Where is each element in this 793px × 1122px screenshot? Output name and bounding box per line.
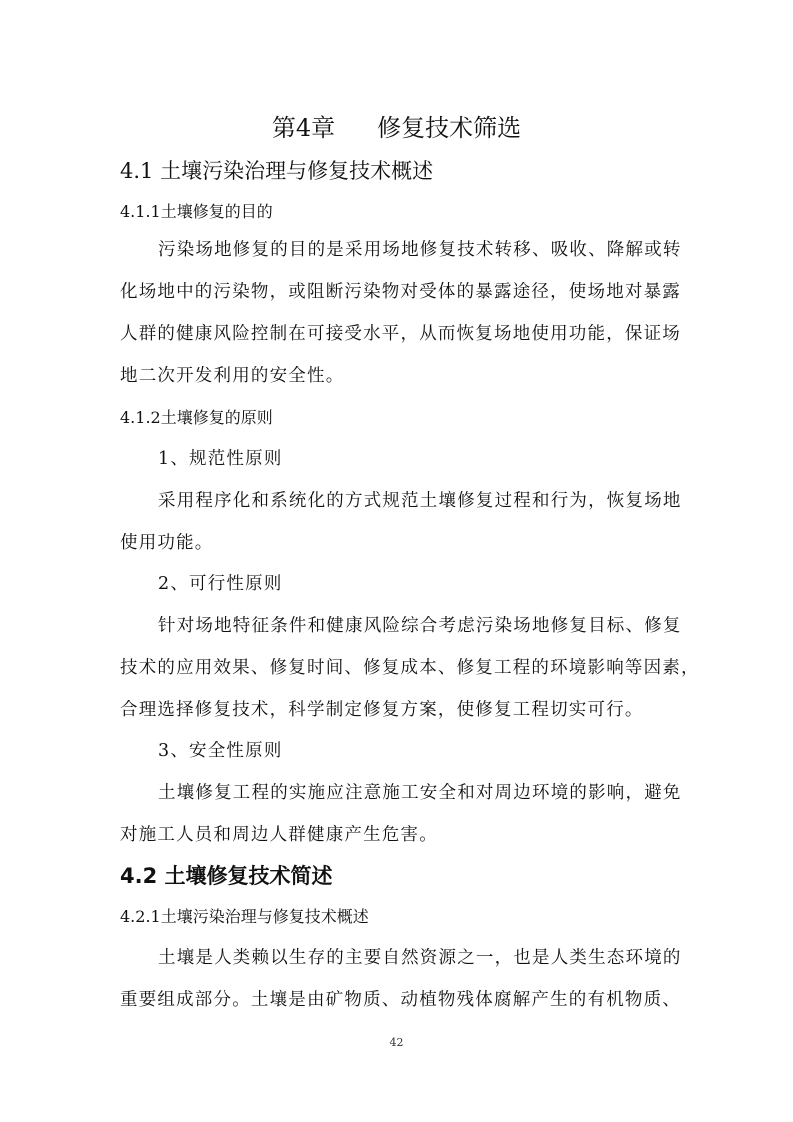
paragraph-line: 采用程序化和系统化的方式规范土壤修复过程和行为，恢复场地 — [158, 491, 682, 511]
list-item-title: 1、规范性原则 — [158, 449, 283, 469]
paragraph-line: 地二次开发利用的安全性。 — [120, 366, 345, 386]
chapter-number: 第4章 — [271, 114, 336, 142]
list-item-title: 3、安全性原则 — [158, 741, 283, 761]
paragraph-line: 化场地中的污染物，或阻断污染物对受体的暴露途径，使场地对暴露 — [120, 282, 681, 302]
subsection-heading-4-1-2: 4.1.2土壤修复的原则 — [120, 408, 273, 427]
section-heading-4-1: 4.1 土壤污染治理与修复技术概述 — [120, 159, 434, 183]
chapter-name: 修复技术筛选 — [377, 114, 522, 142]
page-number: 42 — [389, 1036, 404, 1049]
paragraph-line: 土壤修复工程的实施应注意施工安全和对周边环境的影响，避免 — [158, 783, 682, 803]
paragraph-line: 土壤是人类赖以生存的主要自然资源之一，也是人类生态环境的 — [158, 948, 682, 968]
paragraph-line: 对施工人员和周边人群健康产生危害。 — [120, 825, 438, 845]
paragraph-line: 技术的应用效果、修复时间、修复成本、修复工程的环境影响等因素， — [120, 658, 700, 678]
paragraph-line: 人群的健康风险控制在可接受水平，从而恢复场地使用功能，保证场 — [120, 324, 681, 344]
paragraph-line: 合理选择修复技术，科学制定修复方案，使修复工程切实可行。 — [120, 700, 644, 720]
paragraph-line: 污染场地修复的目的是采用场地修复技术转移、吸收、降解或转 — [158, 240, 682, 260]
section-heading-4-2: 4.2 土壤修复技术简述 — [120, 864, 333, 888]
paragraph-line: 针对场地特征条件和健康风险综合考虑污染场地修复目标、修复 — [158, 616, 682, 636]
list-item-title: 2、可行性原则 — [158, 574, 283, 594]
chapter-title — [0, 116, 793, 140]
subsection-heading-4-1-1: 4.1.1土壤修复的目的 — [120, 202, 273, 221]
subsection-heading-4-2-1: 4.2.1土壤污染治理与修复技术概述 — [120, 907, 369, 926]
paragraph-line: 重要组成部分。土壤是由矿物质、动植物残体腐解产生的有机物质、 — [120, 990, 681, 1010]
paragraph-line: 使用功能。 — [120, 533, 214, 553]
